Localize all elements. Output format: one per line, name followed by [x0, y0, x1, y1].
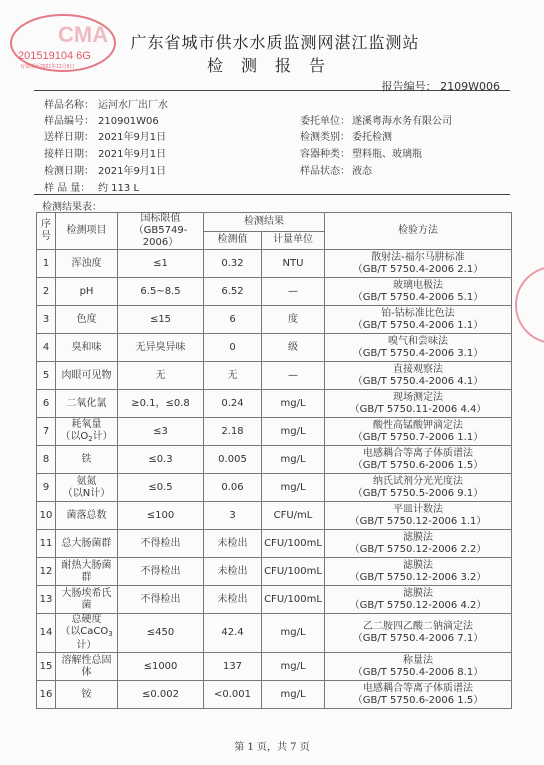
row-item: 铵 — [56, 681, 118, 709]
state-field: 样品状态： 液态 — [300, 166, 372, 177]
table-row — [37, 558, 512, 586]
report-title: 广东省城市供水水质监测网湛江监测站 — [130, 33, 420, 52]
row-unit: CFU/mL — [262, 502, 325, 530]
sample-name-field: 样品名称： 运河水厂出厂水 — [44, 100, 168, 111]
row-value: 0.32 — [204, 250, 262, 278]
row-limit: ≤0.5 — [118, 474, 204, 502]
row-item: pH — [56, 278, 118, 306]
table-row — [37, 586, 512, 614]
table-row — [37, 250, 512, 278]
row-no: 14 — [37, 614, 56, 653]
row-no: 1 — [37, 250, 56, 278]
row-no: 4 — [37, 334, 56, 362]
row-limit: ≤1000 — [118, 653, 204, 681]
row-method: 滤膜法 （GB/T 5750.12-2006 2.2） — [325, 530, 512, 558]
report-number-value: 2109W006 — [440, 80, 500, 93]
cma-stamp — [8, 12, 118, 74]
row-item: 臭和味 — [56, 334, 118, 362]
row-value: 未检出 — [204, 558, 262, 586]
table-row — [37, 390, 512, 418]
row-method: 平皿计数法 （GB/T 5750.12-2006 1.1） — [325, 502, 512, 530]
row-limit: 无 — [118, 362, 204, 390]
results-label: 检测结果表： — [42, 202, 102, 213]
side-seal — [514, 250, 544, 360]
row-item: 总大肠菌群 — [56, 530, 118, 558]
row-limit: ≤15 — [118, 306, 204, 334]
row-item: 总硬度 （以CaCO$_3$计） — [56, 614, 118, 653]
row-unit: 级 — [262, 334, 325, 362]
row-unit: mg/L — [262, 390, 325, 418]
row-method: 乙二胺四乙酸二钠滴定法 （GB/T 5750.4-2006 7.1） — [325, 614, 512, 653]
row-limit: 不得检出 — [118, 558, 204, 586]
row-no: 5 — [37, 362, 56, 390]
row-value: 6 — [204, 306, 262, 334]
row-item: 耗氧量 （以$O_2$计） — [56, 418, 118, 446]
row-unit: mg/L — [262, 653, 325, 681]
row-limit: ≥0.1，≤0.8 — [118, 390, 204, 418]
header-divider — [34, 90, 510, 91]
row-method: 嗅气和尝味法 （GB/T 5750.4-2006 3.1） — [325, 334, 512, 362]
row-method: 纳氏试剂分光光度法 （GB/T 5750.5-2006 9.1） — [325, 474, 512, 502]
info-divider — [34, 194, 510, 195]
row-unit: mg/L — [262, 474, 325, 502]
header-limit: 国标限值 （GB5749-2006） — [118, 213, 204, 250]
row-item: 肉眼可见物 — [56, 362, 118, 390]
row-limit: 无异臭异味 — [118, 334, 204, 362]
row-unit: mg/L — [262, 614, 325, 653]
table-row — [37, 334, 512, 362]
header-value: 检测值 — [204, 231, 262, 250]
row-no: 13 — [37, 586, 56, 614]
table-row — [37, 653, 512, 681]
row-no: 2 — [37, 278, 56, 306]
row-limit: ≤0.3 — [118, 446, 204, 474]
row-unit: mg/L — [262, 418, 325, 446]
row-method: 电感耦合等离子体质谱法 （GB/T 5750.6-2006 1.5） — [325, 681, 512, 709]
table-row — [37, 474, 512, 502]
header-item: 检测项目 — [56, 213, 118, 250]
row-method: 现场测定法 （GB/T 5750.11-2006 4.4） — [325, 390, 512, 418]
row-limit: ≤1 — [118, 250, 204, 278]
row-limit: ≤3 — [118, 418, 204, 446]
row-value: 0 — [204, 334, 262, 362]
row-no: 7 — [37, 418, 56, 446]
row-value: 0.24 — [204, 390, 262, 418]
row-value: 2.18 — [204, 418, 262, 446]
row-limit: 不得检出 — [118, 586, 204, 614]
row-no: 9 — [37, 474, 56, 502]
category-field: 检测类别： 委托检测 — [300, 132, 392, 143]
row-item: 菌落总数 — [56, 502, 118, 530]
client-field: 委托单位： 遂溪粤海水务有限公司 — [300, 116, 452, 127]
row-value: <0.001 — [204, 681, 262, 709]
row-value: 3 — [204, 502, 262, 530]
row-item: 色度 — [56, 306, 118, 334]
receive-date-field: 接样日期： 2021年9月1日 — [44, 149, 167, 160]
svg-text:CMA: CMA — [58, 22, 109, 47]
header-method: 检验方法 — [325, 213, 512, 250]
row-item: 铁 — [56, 446, 118, 474]
table-row — [37, 362, 512, 390]
row-unit: — — [262, 278, 325, 306]
row-item: 大肠埃希氏菌 — [56, 586, 118, 614]
results-table — [36, 212, 512, 709]
row-limit: ≤0.002 — [118, 681, 204, 709]
row-method: 滤膜法 （GB/T 5750.12-2006 3.2） — [325, 558, 512, 586]
row-no: 16 — [37, 681, 56, 709]
test-date-field: 检测日期： 2021年9月1日 — [44, 166, 167, 177]
row-unit: mg/L — [262, 446, 325, 474]
container-field: 容器种类： 塑料瓶、玻璃瓶 — [300, 149, 422, 160]
row-no: 12 — [37, 558, 56, 586]
table-row — [37, 418, 512, 446]
row-no: 6 — [37, 390, 56, 418]
row-unit: CFU/100mL — [262, 558, 325, 586]
header-unit: 计量单位 — [262, 231, 325, 250]
row-value: 137 — [204, 653, 262, 681]
row-no: 11 — [37, 530, 56, 558]
report-number — [382, 78, 500, 94]
table-row — [37, 614, 512, 653]
row-method: 称量法 （GB/T 5750.4-2006 8.1） — [325, 653, 512, 681]
row-value: 无 — [204, 362, 262, 390]
sample-id-field: 样品编号： 210901W06 — [44, 116, 159, 127]
row-method: 滤膜法 （GB/T 5750.12-2006 4.2） — [325, 586, 512, 614]
row-no: 3 — [37, 306, 56, 334]
row-method: 玻璃电极法 （GB/T 5750.4-2006 5.1） — [325, 278, 512, 306]
report-number-label: 报告编号： — [381, 80, 437, 93]
row-item: 溶解性总固体 — [56, 653, 118, 681]
results-body — [37, 250, 512, 709]
row-method: 铂-钴标准比色法 （GB/T 5750.4-2006 1.1） — [325, 306, 512, 334]
quantity-field: 样 品 量： 约 113 L — [44, 183, 140, 194]
row-no: 10 — [37, 502, 56, 530]
row-limit: 6.5~8.5 — [118, 278, 204, 306]
table-row — [37, 502, 512, 530]
row-limit: ≤100 — [118, 502, 204, 530]
row-value: 0.06 — [204, 474, 262, 502]
row-item: 氨氮 （以N计） — [56, 474, 118, 502]
row-limit: ≤450 — [118, 614, 204, 653]
row-unit: mg/L — [262, 681, 325, 709]
sent-date-field: 送样日期： 2021年9月1日 — [44, 132, 167, 143]
row-unit: — — [262, 362, 325, 390]
table-row — [37, 306, 512, 334]
table-row — [37, 278, 512, 306]
row-unit: 度 — [262, 306, 325, 334]
row-item: 浑浊度 — [56, 250, 118, 278]
header-no: 序号 — [37, 213, 56, 250]
row-method: 直接观察法 （GB/T 5750.4-2006 4.1） — [325, 362, 512, 390]
svg-text:201519104 6G: 201519104 6G — [18, 50, 91, 62]
table-row — [37, 446, 512, 474]
row-no: 8 — [37, 446, 56, 474]
row-unit: NTU — [262, 250, 325, 278]
row-value: 未检出 — [204, 586, 262, 614]
table-row — [37, 530, 512, 558]
row-method: 电感耦合等离子体质谱法 （GB/T 5750.6-2006 1.5） — [325, 446, 512, 474]
row-method: 酸性高锰酸钾滴定法 （GB/T 5750.7-2006 1.1） — [325, 418, 512, 446]
row-value: 0.005 — [204, 446, 262, 474]
table-row — [37, 681, 512, 709]
row-limit: 不得检出 — [118, 530, 204, 558]
row-item: 二氧化氯 — [56, 390, 118, 418]
row-method: 散射法-福尔马肼标准 （GB/T 5750.4-2006 2.1） — [325, 250, 512, 278]
row-value: 6.52 — [204, 278, 262, 306]
page-footer: 第 1 页，共 7 页 — [234, 742, 310, 753]
row-unit: CFU/100mL — [262, 586, 325, 614]
row-unit: CFU/100mL — [262, 530, 325, 558]
row-value: 42.4 — [204, 614, 262, 653]
row-no: 15 — [37, 653, 56, 681]
report-subtitle: 检测报告 — [206, 56, 343, 75]
row-value: 未检出 — [204, 530, 262, 558]
header-result: 检测结果 — [204, 213, 325, 232]
row-item: 耐热大肠菌群 — [56, 558, 118, 586]
svg-text:有效期至2021年12月5日: 有效期至2021年12月5日 — [20, 64, 75, 70]
